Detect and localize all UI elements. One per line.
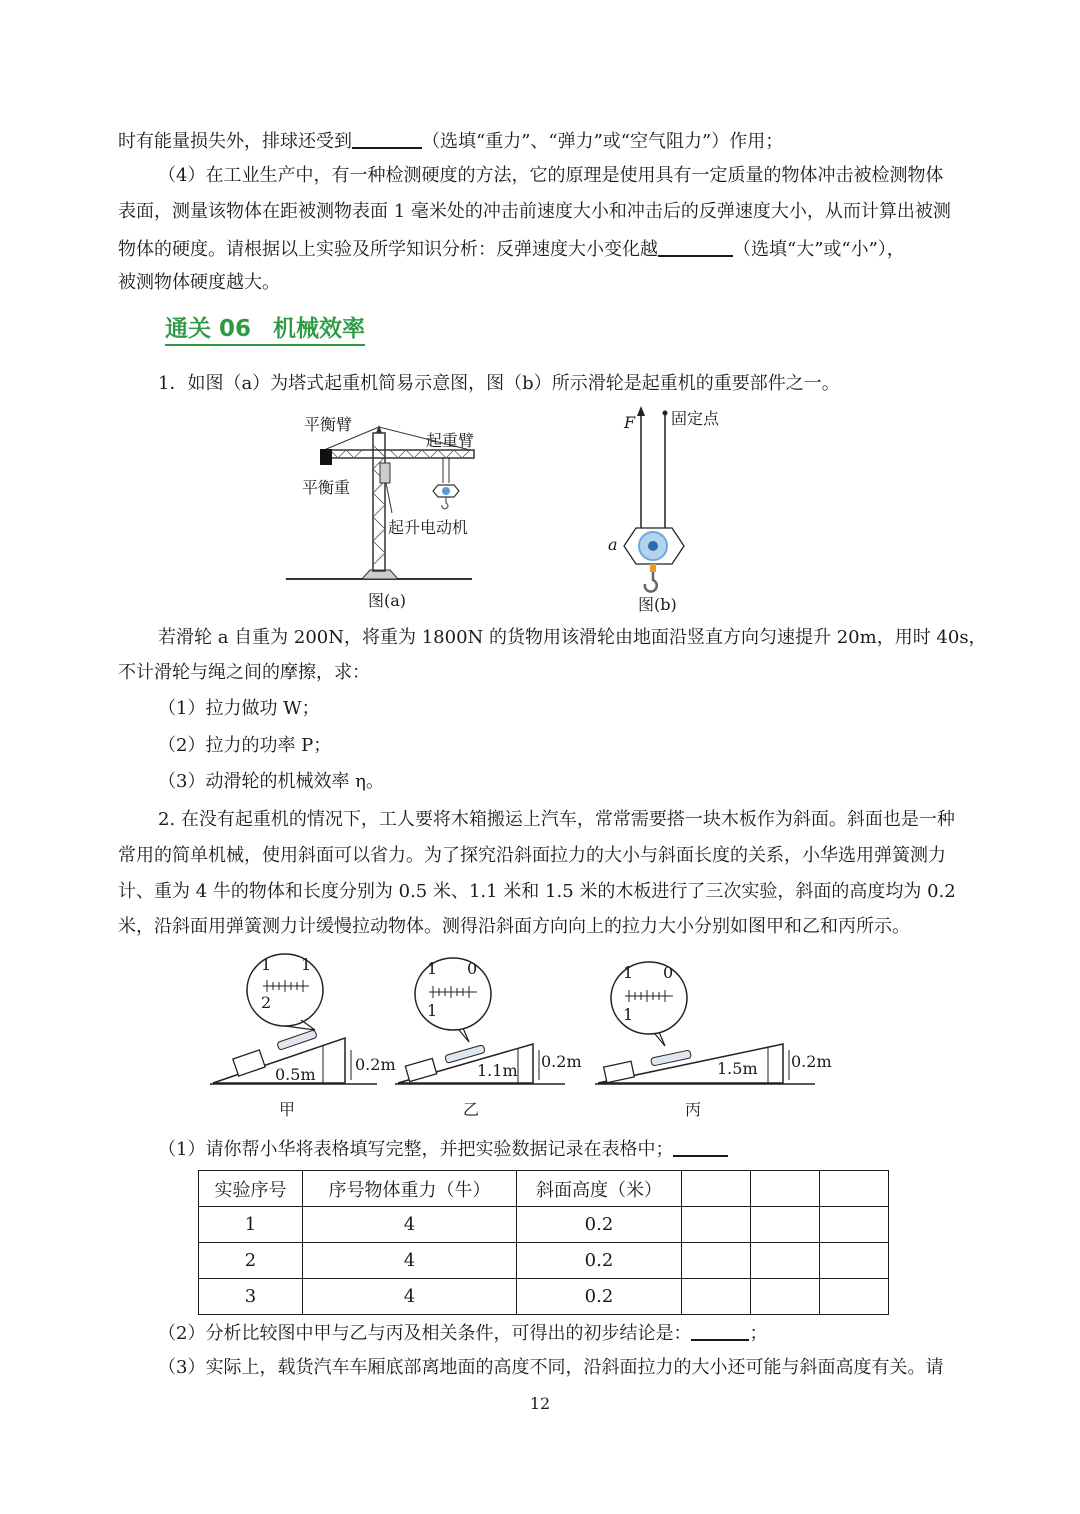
scale-number: 2 [261, 993, 272, 1012]
table-cell: 4 [303, 1207, 517, 1243]
scale-number: 1 [301, 955, 312, 974]
crane-top [376, 425, 382, 433]
table-blank-cell[interactable] [820, 1207, 889, 1243]
answer-blank[interactable] [691, 1321, 749, 1341]
table-row [199, 1207, 889, 1243]
label-force: F [624, 413, 636, 432]
problem-2-sub1 [158, 1137, 963, 1161]
hoist-motor [380, 463, 390, 483]
answer-blank[interactable] [352, 129, 422, 149]
spring-scale [277, 1030, 317, 1051]
height-label: 0.2m [541, 1052, 582, 1071]
table-header-cell: 序号物体重力（牛） [303, 1171, 517, 1207]
label-counterweight: 平衡重 [302, 478, 351, 497]
section-heading [165, 315, 365, 346]
incline-figures [205, 950, 845, 1125]
table-cell: 3 [199, 1279, 303, 1315]
text: ； [749, 1323, 768, 1344]
wooden-box [405, 1058, 436, 1081]
incline-figure-bing [595, 962, 832, 1119]
table-cell: 2 [199, 1243, 303, 1279]
problem-2-line: 2. 在没有起重机的情况下，工人要将木箱搬运上汽车，常常需要搭一块木板作为斜面。斜面也是一种 [158, 809, 955, 830]
table-cell: 4 [303, 1279, 517, 1315]
label-lifting-arm: 起重臂 [426, 431, 475, 450]
problem-1-text: 若滑轮 a 自重为 200N，将重为 1800N 的货物用该滑轮由地面沿竖直方向匀速提升 20m，用时 40s， [158, 627, 987, 648]
label-fixed-point: 固定点 [671, 409, 720, 428]
wooden-box [604, 1061, 635, 1082]
problem-2-sub3: （3）实际上，载货汽车车厢底部离地面的高度不同，沿斜面拉力的大小还可能与斜面高度有关。请 [158, 1357, 944, 1378]
figure-caption-bing: 丙 [685, 1100, 702, 1119]
table-header-row [199, 1171, 889, 1207]
scale-number: 1 [261, 955, 272, 974]
data-table [198, 1170, 889, 1315]
problem-1-intro: 1．如图（a）为塔式起重机简易示意图，图（b）所示滑轮是起重机的重要部件之一。 [158, 373, 840, 394]
hook-shank [650, 564, 656, 572]
table-cell: 1 [199, 1207, 303, 1243]
figure-a-caption: 图(a) [368, 591, 407, 610]
spring-scale [651, 1050, 692, 1066]
text: （选填“重力”、“弹力”或“空气阻力”）作用； [422, 131, 784, 152]
figure-b-caption: 图(b) [638, 595, 677, 614]
incline-figure-jia [210, 954, 396, 1119]
table-cell: 0.2 [517, 1207, 682, 1243]
incline-figure-yi [395, 958, 582, 1119]
scale-number: 1 [623, 963, 634, 982]
text: 时有能量损失外，排球还受到 [118, 131, 352, 152]
problem-1-q3: （3）动滑轮的机械效率 η。 [158, 771, 384, 792]
table-blank-cell[interactable] [751, 1207, 820, 1243]
height-label: 0.2m [355, 1055, 396, 1074]
answer-blank[interactable] [658, 237, 733, 257]
pulley-axle [648, 541, 658, 551]
table-blank-cell[interactable] [751, 1279, 820, 1315]
text-line: 表面，测量该物体在距被测物表面 1 毫米处的冲击前速度大小和冲击后的反弹速度大小，从而计算出被测 [118, 201, 951, 222]
scale-number: 1 [427, 959, 438, 978]
label-balance-arm: 平衡臂 [304, 415, 353, 434]
page-number: 12 [529, 1394, 551, 1413]
answer-blank[interactable] [673, 1137, 728, 1157]
wooden-box [233, 1050, 265, 1076]
tower-crane-figure [280, 405, 480, 615]
length-label: 0.5m [275, 1065, 316, 1084]
label-motor: 起升电动机 [388, 518, 469, 537]
problem-1-q2: （2）拉力的功率 P； [158, 735, 332, 756]
text: （1）请你帮小华将表格填写完整，并把实验数据记录在表格中； [158, 1139, 674, 1160]
text: （2）分析比较图中甲与乙与丙及相关条件，可得出的初步结论是： [158, 1323, 692, 1344]
problem-2-sub2 [158, 1321, 963, 1345]
length-label: 1.1m [477, 1061, 518, 1080]
hook [645, 572, 657, 592]
label-pulley-a: a [608, 535, 618, 554]
length-label: 1.5m [717, 1059, 758, 1078]
pulley-wheel [442, 487, 450, 495]
scale-number: 1 [623, 1005, 634, 1024]
table-row [199, 1243, 889, 1279]
fixed-point-dot [663, 411, 668, 416]
table-blank-cell[interactable] [682, 1279, 751, 1315]
height-label: 0.2m [791, 1052, 832, 1071]
problem-1-text: 不计滑轮与绳之间的摩擦，求： [118, 662, 370, 683]
table-blank-cell[interactable] [682, 1171, 751, 1207]
counterweight [320, 449, 332, 465]
table-cell: 0.2 [517, 1279, 682, 1315]
table-cell: 0.2 [517, 1243, 682, 1279]
text-line [118, 129, 963, 153]
motor-pointer [386, 483, 392, 513]
problem-2-line: 米，沿斜面用弹簧测力计缓慢拉动物体。测得沿斜面方向向上的拉力大小分别如图甲和乙和丙所示。 [118, 916, 910, 937]
problem-2-line: 计、重为 4 牛的物体和长度分别为 0.5 米、1.1 米和 1.5 米的木板进行了三次实验，斜面的高度均为 0.2 [118, 881, 956, 902]
crane-mast [373, 433, 385, 571]
table-header-cell: 实验序号 [199, 1171, 303, 1207]
figure-caption-yi: 乙 [463, 1100, 480, 1119]
jib-lattice [330, 450, 470, 458]
table-cell: 4 [303, 1243, 517, 1279]
text: （选填“大”或“小”）， [733, 239, 905, 260]
scale-number: 0 [467, 959, 478, 978]
section-title: 机械效率 [273, 316, 366, 342]
problem-1-q1: （1）拉力做功 W； [158, 698, 320, 719]
force-arrow [637, 406, 645, 416]
table-blank-cell[interactable] [820, 1171, 889, 1207]
scale-number: 0 [663, 963, 674, 982]
question-4-line: （4）在工业生产中，有一种检测硬度的方法，它的原理是使用具有一定质量的物体冲击被检测物体 [158, 165, 944, 186]
table-blank-cell[interactable] [751, 1171, 820, 1207]
table-blank-cell[interactable] [682, 1207, 751, 1243]
table-blank-cell[interactable] [820, 1243, 889, 1279]
figure-caption-jia: 甲 [279, 1100, 296, 1119]
table-row [199, 1279, 889, 1315]
table-blank-cell[interactable] [820, 1279, 889, 1315]
section-number: 通关 06 [165, 316, 252, 342]
problem-2-line: 常用的简单机械，使用斜面可以省力。为了探究沿斜面拉力的大小与斜面长度的关系，小华选用弹簧测力 [118, 845, 946, 866]
pulley-figure [600, 400, 750, 615]
table-blank-cell[interactable] [751, 1243, 820, 1279]
scale-number: 1 [427, 1001, 438, 1020]
hook [442, 497, 448, 509]
table-blank-cell[interactable] [682, 1243, 751, 1279]
text-line [118, 237, 963, 261]
text: 物体的硬度。请根据以上实验及所学知识分析：反弹速度大小变化越 [118, 239, 658, 260]
table-header-cell: 斜面高度（米） [517, 1171, 682, 1207]
text-line: 被测物体硬度越大。 [118, 272, 280, 293]
